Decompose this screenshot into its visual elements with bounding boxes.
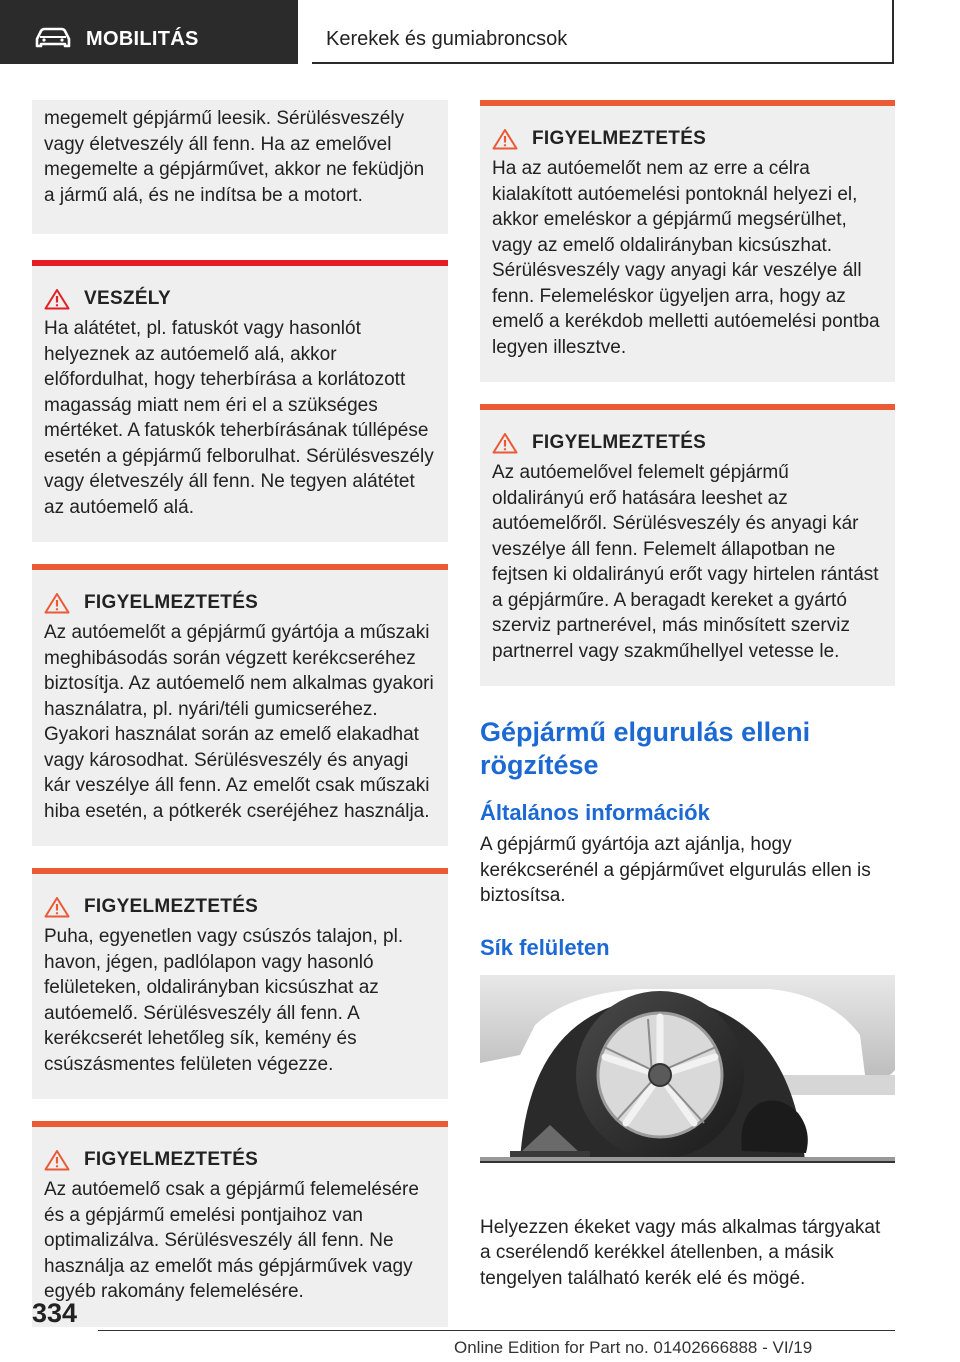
warning-text: Az autóemelőt a gépjármű gyártója a műszaki meghibásodás során végzett kerékcseréhez biztosítja. Az autóemelő nem alkalmas gyakori használatra, pl. nyári/téli gumicseréhez. Gyakori használat során az emelő elakadhat vagy károsodhat. Sérülésveszély és anyagi kár veszélye áll fenn. Az emelőt csak műszaki hiba esetén, a pótkerék cseréjéhez használja. (44, 622, 434, 822)
warning-triangle-icon (44, 1149, 70, 1171)
warning-continuation-text: megemelt gépjármű leesik. Sérülésveszély vagy életveszély áll fenn. Ha az emelővel megemelte a gépjárművet, akkor ne feküdjön a jármű alá, és ne indítsa be a motort. (44, 108, 425, 206)
warning-continuation-box (32, 100, 448, 234)
warning-title: FIGYELMEZTETÉS (532, 432, 707, 453)
chapter-title-box (312, 0, 894, 64)
wheel-illustration-graphic (480, 975, 895, 1161)
left-column (32, 100, 448, 1349)
right-column (480, 100, 895, 1317)
footer-edition: Online Edition for Part no. 01402666888 - VI/19 (454, 1338, 813, 1357)
danger-box (32, 260, 448, 542)
warning-box (480, 404, 895, 686)
header-section-tab (0, 0, 298, 64)
warning-text: Ha az autóemelőt nem az erre a célra kialakított autóemelési pontoknál helyezi el, akkor emeléskor a gépjármű megsérülhet, vagy az emelő oldalirányban kicsúszhat. Sérülésveszély vagy anyagi kár veszélye áll fenn. Felemeléskor ügyeljen arra, hogy az emelő a kerékdob melletti autóemelési pontba legyen illesztve. (492, 158, 880, 358)
warning-box (480, 100, 895, 382)
warning-title: FIGYELMEZTETÉS (532, 128, 707, 149)
danger-title: VESZÉLY (84, 288, 171, 309)
warning-box (32, 564, 448, 846)
warning-triangle-icon (44, 288, 70, 310)
warning-triangle-icon (492, 128, 518, 150)
footer-rule (98, 1330, 895, 1331)
warning-text: Puha, egyenetlen vagy csúszós talajon, pl. havon, jégen, padlólapon vagy hasonló felületeken, oldalirányban kicsúszhat az autóemelő. Sérülésveszély áll fenn. A kerékcserét lehetőleg sík, kemény és csúszásmentes felületen végezze. (44, 926, 404, 1075)
danger-text: Ha alátétet, pl. fatuskót vagy hasonlót helyeznek az autóemelő alá, akkor előfordulhat, hogy teherbírása a korlátozott magasság miatt nem éri el a szükséges mértéket. A fatuskók teherbírásának túllépése esetén a gépjármű felborulhat. Sérülésveszély vagy életveszély áll fenn. Ne tegyen alátétet az autóemelő alá. (44, 318, 434, 518)
general-info-text: A gépjármű gyártója azt ajánlja, hogy kerékcserénél a gépjárművet elgurulás ellen is biztosítsa. (480, 834, 871, 906)
figure-caption: Helyezzen ékeket vagy más alkalmas tárgyakat a cserélendő kerékkel átellenben, a másik tengelyen található kerék elé és mögé. (480, 1216, 881, 1289)
section-name: MOBILITÁS (86, 28, 199, 50)
section-title: Gépjármű elgurulás elleni rögzítése (480, 717, 811, 780)
warning-title: FIGYELMEZTETÉS (84, 1149, 259, 1170)
warning-triangle-icon (44, 592, 70, 614)
car-icon (34, 27, 72, 49)
warning-triangle-icon (492, 432, 518, 454)
wheel-chock-illustration (480, 975, 895, 1163)
page-number: 334 (32, 1298, 78, 1328)
warning-text: Az autóemelővel felemelt gépjármű oldalirányú erő hatására leeshet az autóemelőről. Sérülésveszély és anyagi kár veszélye áll fenn. Felemelt állapotban ne fejtsen ki oldalirányú erőt vagy hirtelen rántást a gépjárműre. A beragadt kereket a gyártó szerviz partnerével, más minősített szerviz partnerrel vagy szakműhellyel vetesse le. (492, 462, 879, 662)
warning-triangle-icon (44, 896, 70, 918)
subsection-title-general: Általános információk (480, 800, 710, 825)
chapter-title: Kerekek és gumiabroncsok (326, 28, 568, 50)
warning-box (32, 1121, 448, 1327)
warning-text: Az autóemelő csak a gépjármű felemelésére és a gépjármű emelési pontjaihoz van optimalizálva. Sérülésveszély áll fenn. Ne használja az emelőt más gépjárművek vagy egyéb rakomány felemelésére. (44, 1179, 419, 1302)
subsection-title-flat: Sík felületen (480, 934, 610, 960)
warning-title: FIGYELMEZTETÉS (84, 592, 259, 613)
warning-title: FIGYELMEZTETÉS (84, 896, 259, 917)
warning-box (32, 868, 448, 1099)
